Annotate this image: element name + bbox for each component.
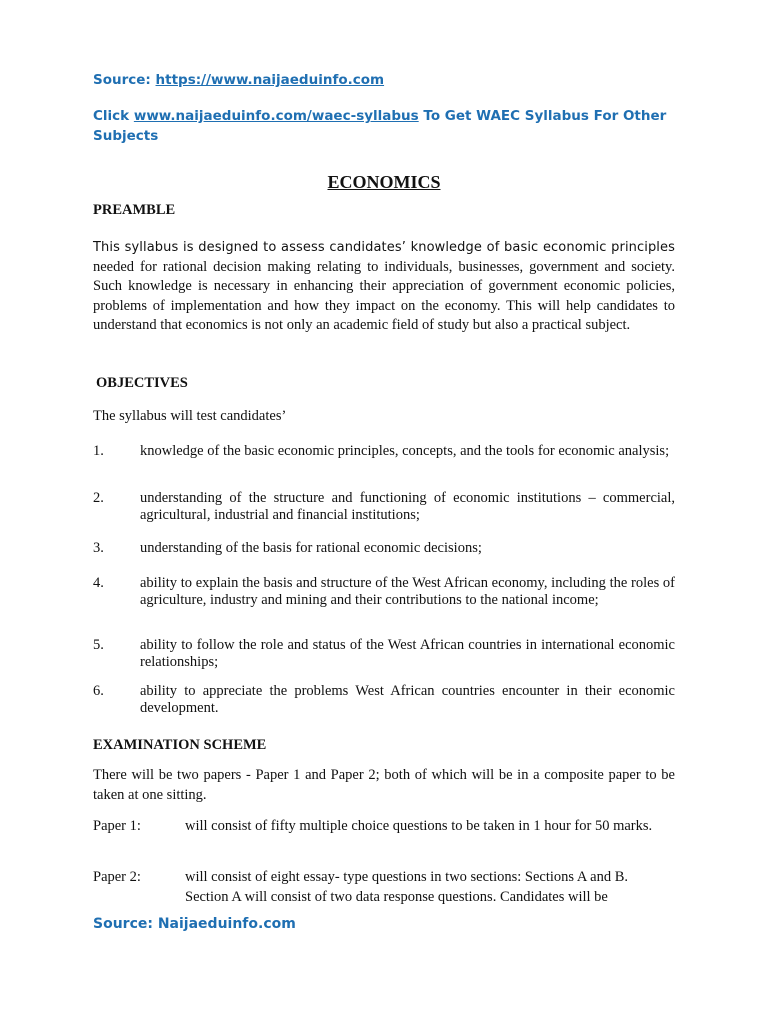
preamble-heading: PREAMBLE (93, 202, 176, 218)
objective-text: knowledge of the basic economic principles, concepts, and the tools for economic analysis; (140, 443, 670, 459)
footer-source: Source: Naijaeduinfo.com (93, 916, 296, 932)
objective-text: understanding of the basis for rational economic decisions; (140, 540, 482, 556)
preamble-body: needed for rational decision making relating to individuals, businesses, government and society. Such knowledge is necessary in enhancing their appreciation of government economic policies, problems of implementation and how they impact on the economy. This will help candidates to understand that economics is not only an academic field of study but also a practical subject. (93, 258, 675, 333)
objective-text: ability to appreciate the problems West African countries encounter in their economic development. (140, 683, 675, 716)
paper-label: Paper 2: (93, 869, 141, 885)
objective-number: 3. (93, 540, 104, 556)
objective-text: ability to follow the role and status of the West African countries in international economic relationships; (140, 637, 675, 670)
exam-scheme-heading: EXAMINATION SCHEME (93, 737, 267, 753)
paper-text: will consist of eight essay- type questions in two sections: Sections A and B. Section A will consist of two data response questions. Candidates will be (185, 869, 629, 905)
paper-text: will consist of fifty multiple choice questions to be taken in 1 hour for 50 marks. (185, 818, 653, 834)
objectives-heading: OBJECTIVES (96, 375, 188, 391)
paper-label: Paper 1: (93, 818, 141, 834)
objective-number: 4. (93, 575, 104, 591)
source-link[interactable]: https://www.naijaeduinfo.com (155, 72, 385, 88)
exam-intro: There will be two papers - Paper 1 and Paper 2; both of which will be in a composite paper to be taken at one sitting. (93, 767, 675, 803)
syllabus-promo (93, 106, 683, 146)
document-title: ECONOMICS (327, 172, 441, 192)
click-word: Click (93, 108, 130, 124)
objective-number: 5. (93, 637, 104, 653)
objective-text: understanding of the structure and functioning of economic institutions – commercial, agricultural, industrial and financial institutions; (140, 490, 675, 523)
objective-text: ability to explain the basis and structure of the West African economy, including the roles of agriculture, industry and mining and their contributions to the national income; (140, 575, 675, 608)
objective-number: 6. (93, 683, 104, 699)
preamble-lead: This syllabus is designed to assess candidates’ knowledge of basic economic principles (93, 240, 675, 255)
objectives-intro: The syllabus will test candidates’ (93, 408, 287, 424)
objective-number: 2. (93, 490, 104, 506)
promo-text: To Get WAEC Syllabus For Other Subjects (93, 108, 667, 144)
preamble-paragraph (93, 238, 675, 336)
syllabus-link[interactable]: www.naijaeduinfo.com/waec-syllabus (133, 108, 419, 124)
objective-number: 1. (93, 443, 104, 459)
source-line (93, 72, 384, 88)
source-label: Source: (93, 72, 151, 88)
